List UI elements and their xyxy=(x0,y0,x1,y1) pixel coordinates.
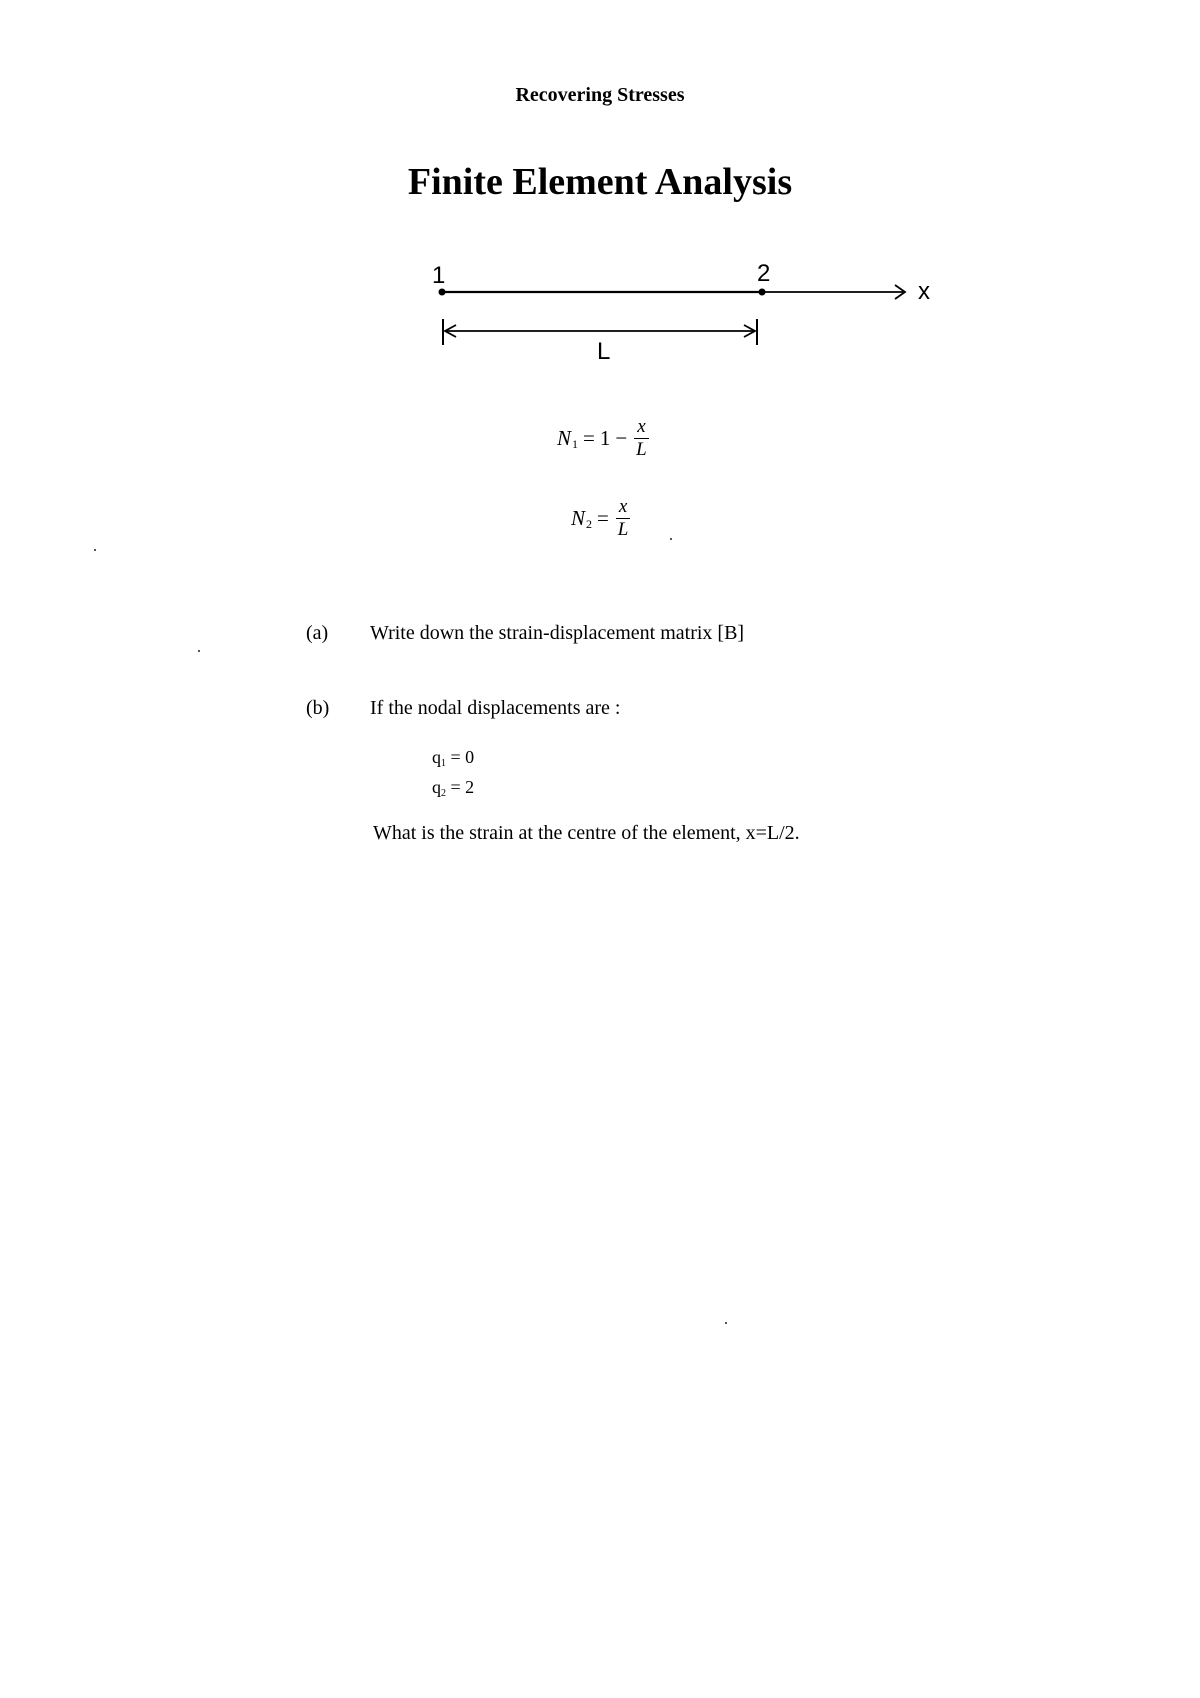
node2-label: 2 xyxy=(757,260,771,287)
n1-denominator: L xyxy=(636,439,647,460)
question-b-text: If the nodal displacements are : xyxy=(370,697,621,719)
n1-fraction xyxy=(634,416,648,461)
n2-symbol: N xyxy=(571,506,586,530)
length-label: L xyxy=(597,338,611,365)
n1-minus: − xyxy=(615,426,628,450)
question-b-followup: What is the strain at the centre of the element, x=L/2. xyxy=(373,822,800,844)
page-title: Finite Element Analysis xyxy=(407,161,793,203)
scan-speck xyxy=(94,549,96,551)
scan-speck xyxy=(198,650,200,652)
scan-speck xyxy=(725,1322,727,1324)
n2-fraction xyxy=(616,496,630,541)
axis-label: x xyxy=(918,278,930,305)
n2-equals: = xyxy=(597,506,609,530)
n1-subscript: 1 xyxy=(572,437,579,451)
n2-denominator: L xyxy=(617,519,629,540)
question-a-label: (a) xyxy=(306,622,329,644)
shape-function-n2 xyxy=(571,496,630,541)
nodal-displacements xyxy=(432,744,474,804)
n1-equals: = xyxy=(583,426,595,450)
element-diagram xyxy=(0,0,1200,380)
node1-label: 1 xyxy=(432,262,446,289)
n2-subscript: 2 xyxy=(586,517,593,531)
question-a-text: Write down the strain-displacement matrix [B] xyxy=(370,622,745,644)
running-head: Recovering Stresses xyxy=(515,84,685,106)
displacement-q1: q1 = 0 xyxy=(432,747,475,769)
scan-speck xyxy=(670,538,672,540)
displacement-q2: q2 = 2 xyxy=(432,777,475,799)
n2-numerator: x xyxy=(616,496,630,519)
n1-symbol: N xyxy=(557,426,572,450)
shape-function-n1 xyxy=(557,416,649,461)
question-b-label: (b) xyxy=(306,697,330,719)
n1-numerator: x xyxy=(634,416,648,439)
n1-constant: 1 xyxy=(599,426,611,450)
